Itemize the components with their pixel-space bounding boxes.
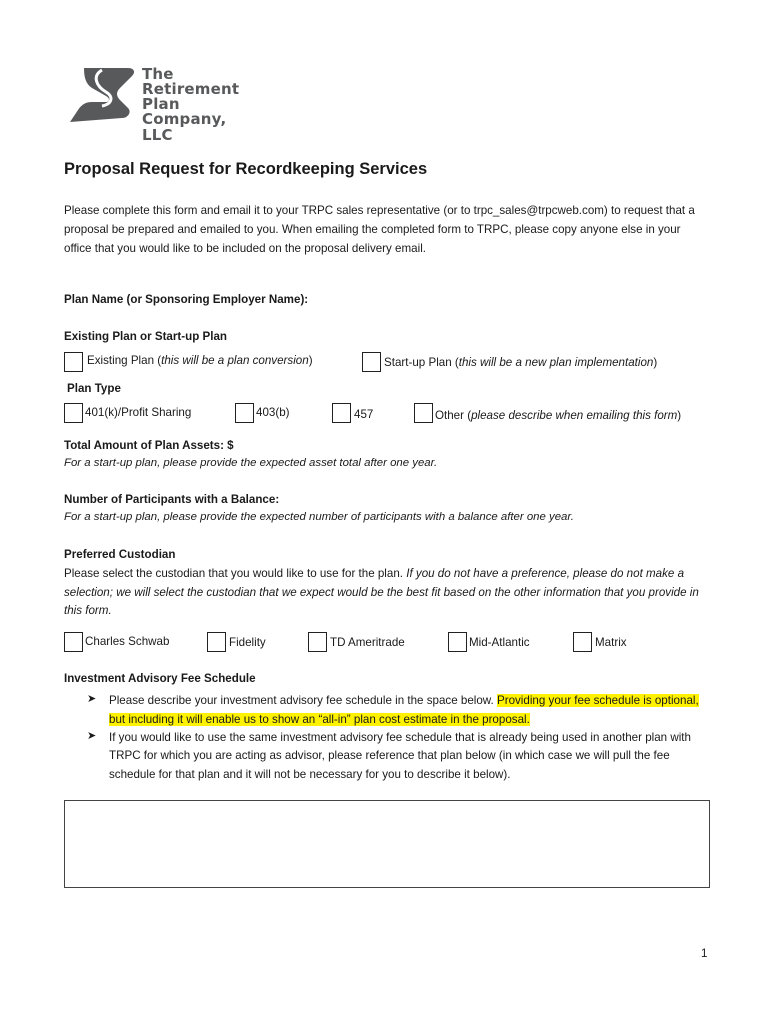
- participants-label: Number of Participants with a Balance:: [64, 493, 280, 506]
- fee-schedule-textbox[interactable]: [64, 800, 710, 888]
- plan-type-457-label: 457: [354, 408, 374, 421]
- plan-type-heading: Plan Type: [67, 382, 121, 395]
- custodian-td-checkbox[interactable]: [308, 632, 327, 652]
- page-title: Proposal Request for Recordkeeping Services: [64, 160, 428, 178]
- plan-assets-label: Total Amount of Plan Assets: $: [64, 439, 234, 452]
- logo-line-2: Retirement: [142, 80, 240, 98]
- fee-schedule-heading: Investment Advisory Fee Schedule: [64, 672, 256, 685]
- plan-type-401k-label: 401(k)/Profit Sharing: [85, 406, 192, 419]
- intro-line-3: office that you would like to be included on the proposal delivery email.: [64, 242, 426, 255]
- arrow-bullet-icon: ➤: [87, 693, 97, 705]
- plan-type-403b-label: 403(b): [256, 406, 290, 419]
- custodian-line-3: this form.: [64, 604, 112, 617]
- existing-plan-label: Existing Plan (this will be a plan conversion): [87, 354, 313, 367]
- company-logo: [62, 65, 252, 144]
- plan-type-other-label: Other (please describe when emailing this form): [435, 409, 682, 422]
- custodian-matrix-checkbox[interactable]: [573, 632, 592, 652]
- plan-type-403b-checkbox[interactable]: [235, 403, 254, 423]
- fee-bullet-2-line-1: If you would like to use the same investment advisory fee schedule that is already being used in another plan with: [109, 731, 691, 744]
- plan-type-other-checkbox[interactable]: [414, 403, 433, 423]
- logo-mark-icon: [62, 66, 142, 128]
- custodian-line-2: selection; we will select the custodian that we expect would be the best fit based on the other information that you provide in: [64, 586, 699, 599]
- logo-line-4: Company, LLC: [142, 110, 227, 144]
- custodian-td-label: TD Ameritrade: [330, 636, 405, 649]
- startup-plan-checkbox[interactable]: [362, 352, 381, 372]
- intro-line-2: proposal be prepared and emailed to you. When emailing the completed form to TRPC, please copy anyone else in your: [64, 223, 681, 236]
- plan-status-heading: Existing Plan or Start-up Plan: [64, 330, 227, 343]
- custodian-line-1: Please select the custodian that you would like to use for the plan. If you do not have a preference, please do not make a: [64, 567, 685, 580]
- page-number: 1: [701, 947, 708, 960]
- plan-type-457-checkbox[interactable]: [332, 403, 351, 423]
- custodian-midatlantic-checkbox[interactable]: [448, 632, 467, 652]
- logo-line-3: Plan: [142, 95, 180, 113]
- arrow-bullet-icon: ➤: [87, 730, 97, 742]
- custodian-fidelity-checkbox[interactable]: [207, 632, 226, 652]
- startup-plan-label: Start-up Plan (this will be a new plan implementation): [384, 356, 658, 369]
- logo-line-1: The: [142, 65, 174, 83]
- custodian-matrix-label: Matrix: [595, 636, 627, 649]
- fee-bullet-2-line-2: TRPC for which you are acting as advisor, please reference that plan below (in which case we will pull the fee: [109, 749, 670, 762]
- participants-note: For a start-up plan, please provide the expected number of participants with a balance after one year.: [64, 511, 574, 523]
- existing-plan-checkbox[interactable]: [64, 352, 83, 372]
- fee-bullet-1-line-2: but including it will enable us to show an “all-in” plan cost estimate in the proposal.: [109, 713, 530, 726]
- fee-bullet-2-line-3: schedule for that plan and it will not be necessary for you to describe it below).: [109, 768, 511, 781]
- custodian-fidelity-label: Fidelity: [229, 636, 266, 649]
- plan-type-401k-checkbox[interactable]: [64, 403, 83, 423]
- fee-bullet-1-line-1: Please describe your investment advisory fee schedule in the space below. Providing your fee schedule is optional,: [109, 694, 699, 707]
- intro-line-1: Please complete this form and email it to your TRPC sales representative (or to trpc_sales@trpcweb.com) to request that a: [64, 204, 695, 217]
- custodian-schwab-label: Charles Schwab: [85, 635, 170, 648]
- custodian-schwab-checkbox[interactable]: [64, 632, 83, 652]
- custodian-midatlantic-label: Mid-Atlantic: [469, 636, 530, 649]
- plan-name-label: Plan Name (or Sponsoring Employer Name):: [64, 293, 309, 306]
- custodian-heading: Preferred Custodian: [64, 548, 176, 561]
- plan-assets-note: For a start-up plan, please provide the expected asset total after one year.: [64, 457, 438, 469]
